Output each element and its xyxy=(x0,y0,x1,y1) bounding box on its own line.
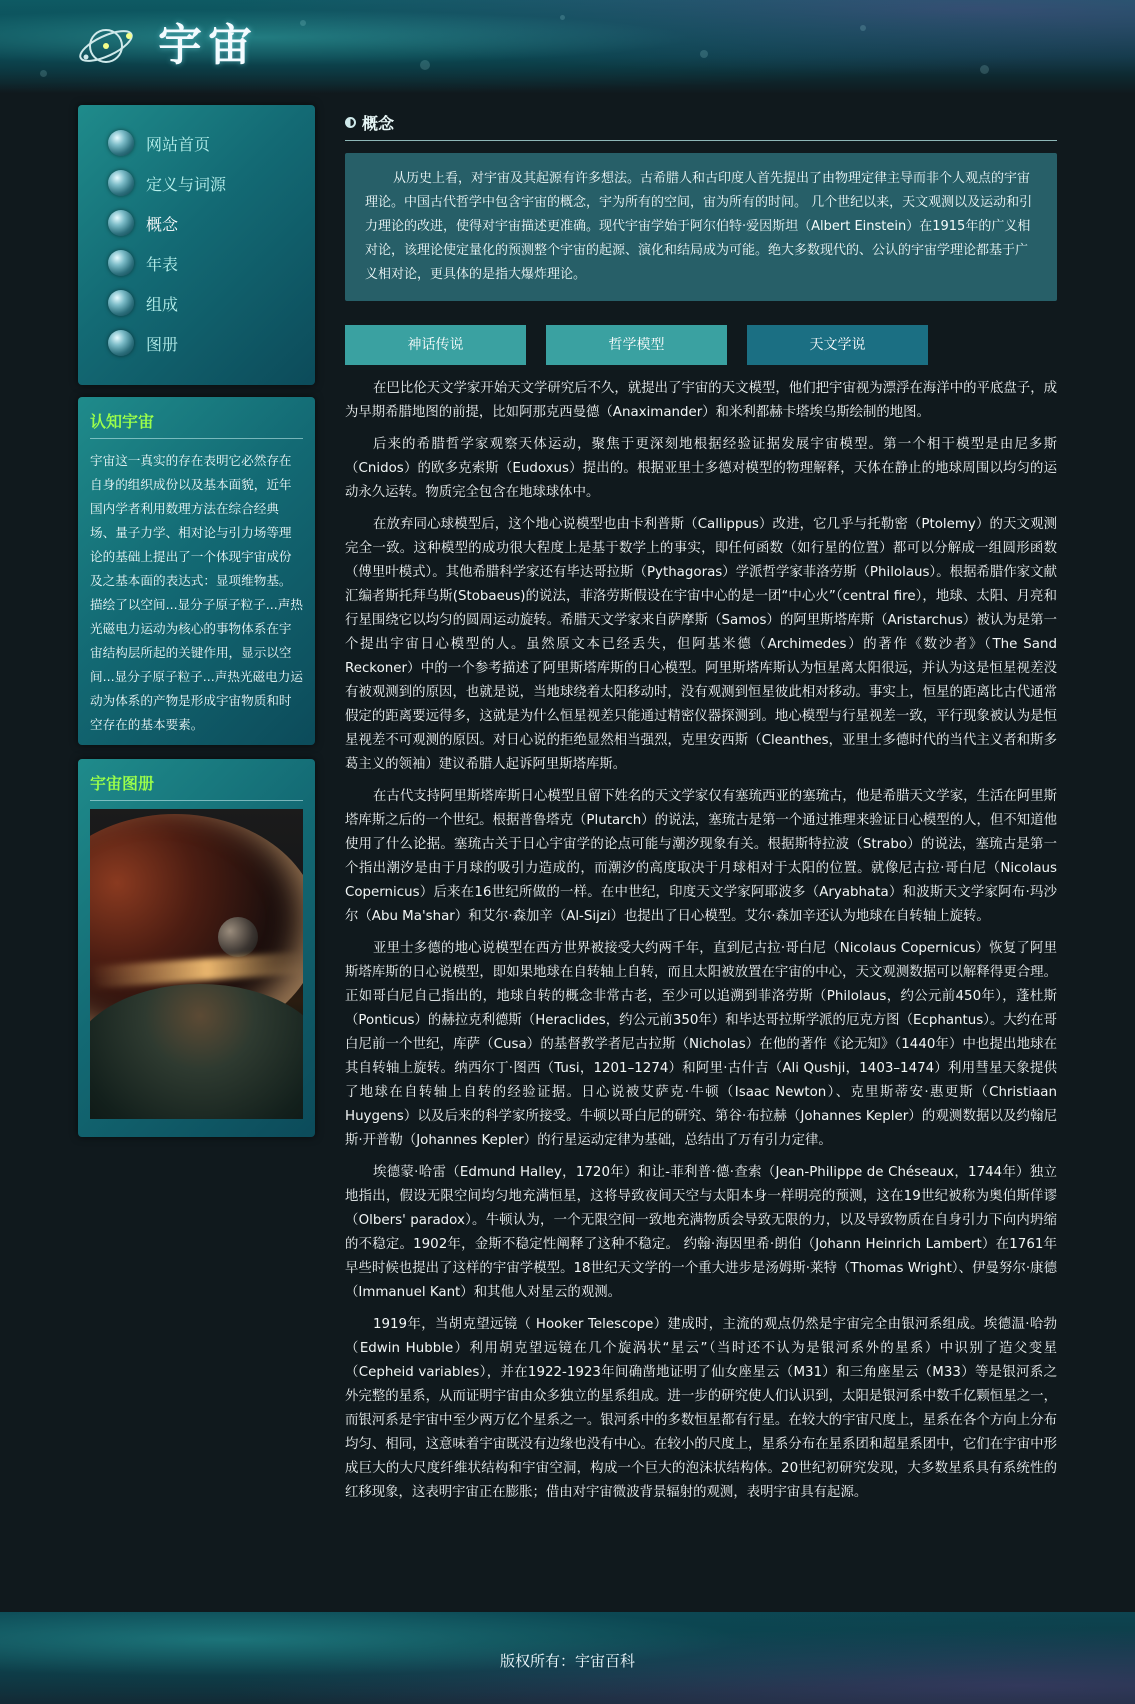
sidebar-item-definition[interactable] xyxy=(78,163,315,203)
page-header xyxy=(0,0,1135,94)
moon-illustration xyxy=(218,917,258,957)
sidebar-item-label: 网站首页 xyxy=(146,134,211,154)
universe-image[interactable] xyxy=(90,809,303,1119)
about-text: 宇宙这一真实的存在表明它必然存在自身的组织成份以及基本面貌，近年国内学者利用数理方法在综合经典场、量子力学、相对论与引力场等理论的基础上提出了一个体现宇宙成份及之基本面的表达式：显项维物基。描绘了以空间...显分子原子粒子...声热光磁电力运动为核心的事物体系在宇宙结构层所起的关键作用，显示以空间...显分子原子粒子...声热光磁电力运动为体系的产物是形成宇宙物质和时空存在的基本要素。 xyxy=(90,453,303,732)
tab-astronomy[interactable]: 天文学说 xyxy=(747,325,928,365)
gallery-box xyxy=(78,759,315,1137)
copyright-text: 版权所有：宇宙百科 xyxy=(499,1652,635,1670)
sidebar-item-label: 概念 xyxy=(146,214,179,234)
orb-bullet-icon xyxy=(108,330,134,356)
article-paragraph: 亚里士多德的地心说模型在西方世界被接受大约两千年，直到尼古拉·哥白尼（Nicolaus Copernicus）恢复了阿里斯塔库斯的日心说模型，即如果地球在自转轴上自转，而且太阳被放置在宇宙的中心，天文观测数据可以解释得更合理。正如哥白尼自己指出的，地球自转的概念非常古老，至少可以追溯到菲洛劳斯（Philolaus，约公元前450年），蓬杜斯（Ponticus）的赫拉克利德斯（Heraclides，约公元前350年）和毕达哥拉斯学派的厄克方图（Ecphantus）。大约在哥白尼前一个世纪，库萨（Cusa）的基督教学者尼古拉斯（Nicholas）在他的著作《论无知》（1440年）中也提出地球在其自转轴上旋转。纳西尔丁·图西（Tusi，1201–1274）和阿里·古什吉（Ali Qushji，1403–1474）利用彗星天象提供了地球在自转轴上自转的经验证据。日心说被艾萨克·牛顿（Isaac Newton）、克里斯蒂安·惠更斯（Christiaan Huygens）以及后来的科学家所接受。牛顿以哥白尼的研究、第谷·布拉赫（Johannes Kepler）的观测数据以及约翰尼斯·开普勒（Johannes Kepler）的行星运动定律为基础，总结出了万有引力定律。 xyxy=(345,941,1057,1148)
article-paragraph: 在巴比伦天文学家开始天文学研究后不久，就提出了宇宙的天文模型，他们把宇宙视为漂浮在海洋中的平底盘子，成为早期希腊地图的前提，比如阿那克西曼德（Anaximander）和米利都赫卡塔埃乌斯绘制的地图。 xyxy=(345,381,1057,420)
sidebar-item-home[interactable] xyxy=(78,123,315,163)
planet-surface-illustration xyxy=(90,984,303,1119)
article-paragraph: 在放弃同心球模型后，这个地心说模型也由卡利普斯（Callippus）改进，它几乎与托勒密（Ptolemy）的天文观测完全一致。这种模型的成功很大程度上是基于数学上的事实，即任何函数（如行星的位置）都可以分解成一组圆形函数（傅里叶模式）。其他希腊科学家还有毕达哥拉斯（Pythagoras）学派哲学家菲洛劳斯（Philolaus）。根据希腊作家文献汇编者斯托拜乌斯(Stobaeus)的说法，菲洛劳斯假设在宇宙中心的是一团“中心火”（central fire），地球、太阳、月亮和行星围绕它以均匀的圆周运动旋转。希腊天文学家来自萨摩斯（Samos）的阿里斯塔库斯（Aristarchus）被认为是第一个提出宇宙日心模型的人。虽然原文本已经丢失，但阿基米德（Archimedes）的著作《数沙者》（The Sand Reckoner）中的一个参考描述了阿里斯塔库斯的日心模型。阿里斯塔库斯认为恒星离太阳很远，并认为这是恒星视差没有被观测到的原因，也就是说，当地球绕着太阳移动时，没有观测到恒星彼此相对移动。事实上，恒星的距离比古代通常假定的距离要远得多，这就是为什么恒星视差只能通过精密仪器探测到。地心模型与行星视差一致，平行现象被认为是恒星视差不可观测的原因。对日心说的拒绝显然相当强烈，克里安西斯（Cleanthes，亚里士多德时代的当代主义者和斯多葛主义的领袖）建议希腊人起诉阿里斯塔库斯。 xyxy=(345,517,1057,772)
sidebar-item-concept[interactable] xyxy=(78,203,315,243)
orb-bullet-icon xyxy=(108,210,134,236)
site-title[interactable]: 宇宙 xyxy=(158,20,258,71)
sidebar-item-timeline[interactable] xyxy=(78,243,315,283)
section-header xyxy=(345,105,1057,141)
sidebar-item-label: 图册 xyxy=(146,334,179,354)
about-box xyxy=(78,397,315,745)
section-title: 概念 xyxy=(362,114,395,133)
half-circle-icon xyxy=(345,117,356,128)
sidebar-nav xyxy=(78,105,315,385)
sidebar-item-album[interactable] xyxy=(78,323,315,363)
sidebar-item-label: 组成 xyxy=(146,294,179,314)
sidebar-item-label: 定义与词源 xyxy=(146,174,227,194)
article-paragraph: 后来的希腊哲学家观察天体运动，聚焦于更深刻地根据经验证据发展宇宙模型。第一个相干模型是由尼多斯（Cnidos）的欧多克索斯（Eudoxus）提出的。根据亚里士多德对模型的物理解释，天体在静止的地球周围以均匀的运动永久运转。物质完全包含在地球球体中。 xyxy=(345,437,1057,500)
orb-bullet-icon xyxy=(108,170,134,196)
article-paragraph: 在古代支持阿里斯塔库斯日心模型且留下姓名的天文学家仅有塞琉西亚的塞琉古，他是希腊天文学家，生活在阿里斯塔库斯之后的一个世纪。根据普鲁塔克（Plutarch）的说法，塞琉古是第一个通过推理来验证日心模型的人，但不知道他使用了什么论据。塞琉古关于日心宇宙学的论点可能与潮汐现象有关。根据斯特拉波（Strabo）的说法，塞琉古是第一个指出潮汐是由于月球的吸引力造成的，而潮汐的高度取决于月球相对于太阳的位置。就像尼古拉·哥白尼（Nicolaus Copernicus）后来在16世纪所做的一样。在中世纪，印度天文学家阿耶波多（Aryabhata）和波斯天文学家阿布·玛沙尔（Abu Ma'shar）和艾尔·森加辛（Al-Sijzi）也提出了日心模型。艾尔·森加辛还认为地球在自转轴上旋转。 xyxy=(345,789,1057,924)
gallery-title: 宇宙图册 xyxy=(90,759,303,801)
orb-bullet-icon xyxy=(108,290,134,316)
article-paragraph: 埃德蒙·哈雷（Edmund Halley，1720年）和让-菲利普·德·查索（Jean-Philippe de Chéseaux，1744年）独立地指出，假设无限空间均匀地充满恒星，这将导致夜间天空与太阳本身一样明亮的预测，这在19世纪被称为奥伯斯佯谬（Olbers' paradox）。牛顿认为，一个无限空间一致地充满物质会导致无限的力，以及导致物质在自身引力下向内坍缩的不稳定。1902年，金斯不稳定性阐释了这种不稳定。 约翰·海因里希·朗伯（Johann Heinrich Lambert）在1761年早些时候也提出了这样的宇宙学模型。18世纪天文学的一个重大进步是汤姆斯·莱特（Thomas Wright）、伊曼努尔·康德（Immanuel Kant）和其他人对星云的观测。 xyxy=(345,1165,1057,1300)
orb-bullet-icon xyxy=(108,250,134,276)
article-paragraph: 1919年，当胡克望远镜（ Hooker Telescope）建成时，主流的观点仍然是宇宙完全由银河系组成。埃德温·哈勃（Edwin Hubble）利用胡克望远镜在几个旋涡状“星云”（当时还不认为是银河系外的星系）中识别了造父变星（Cepheid variables），并在1922-1923年间确凿地证明了仙女座星云（M31）和三角座星云（M33）等是银河系之外完整的星系，从而证明宇宙由众多独立的星系组成。进一步的研究使人们认识到，太阳是银河系中数千亿颗恒星之一，而银河系是宇宙中至少两万亿个星系之一。银河系中的多数恒星都有行星。在较大的宇宙尺度上，星系在各个方向上分布均匀、相同，这意味着宇宙既没有边缘也没有中心。在较小的尺度上，星系分布在星系团和超星系团中，它们在宇宙中形成巨大的大尺度纤维状结构和宇宙空洞，构成一个巨大的泡沫状结构体。20世纪初研究发现，大多数星系具有系统性的红移现象，这表明宇宙正在膨胀；借由对宇宙微波背景辐射的观测，表明宇宙具有起源。 xyxy=(345,1317,1057,1500)
intro-box: 从历史上看，对宇宙及其起源有许多想法。古希腊人和古印度人首先提出了由物理定律主导而非个人观点的宇宙理论。中国古代哲学中包含宇宙的概念，宇为所有的空间，宙为所有的时间。 几个世纪以来，天文观测以及运动和引力理论的改进，使得对宇宙描述更准确。现代宇宙学始于阿尔伯特·爱因斯坦（Albert Einstein）在1915年的广义相对论，该理论使定量化的预测整个宇宙的起源、演化和结局成为可能。绝大多数现代的、公认的宇宙学理论都基于广义相对论，更具体的是指大爆炸理论。 xyxy=(345,153,1057,301)
tab-bar xyxy=(345,325,1057,365)
planet-logo-icon[interactable] xyxy=(76,18,138,74)
sidebar-item-label: 年表 xyxy=(146,254,179,274)
orb-bullet-icon xyxy=(108,130,134,156)
page-footer xyxy=(0,1612,1135,1704)
tab-mythology[interactable]: 神话传说 xyxy=(345,325,526,365)
main-content xyxy=(345,105,1057,1513)
sidebar-item-composition[interactable] xyxy=(78,283,315,323)
tab-philosophy[interactable]: 哲学模型 xyxy=(546,325,727,365)
about-title: 认知宇宙 xyxy=(90,397,303,439)
